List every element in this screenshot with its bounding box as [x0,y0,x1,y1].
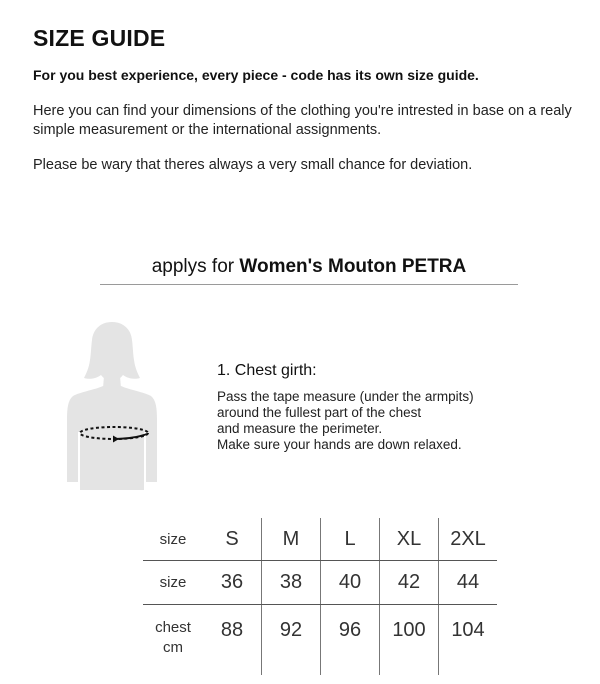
row-label: size [143,561,203,605]
row-label-line: cm [163,639,183,656]
product-heading [100,256,518,278]
row-label-line: chest [155,619,191,636]
table-cell: XL [380,518,439,561]
table-row [143,605,497,676]
table-cell: M [262,518,321,561]
table-cell: 42 [380,561,439,605]
instruction-line: and measure the perimeter. [217,421,383,436]
row-label: size [143,518,203,561]
lead-text: For you best experience, every piece - code has its own size guide. [33,67,479,83]
table-cell: 100 [380,605,439,676]
table-cell: 88 [220,619,244,641]
table-row [143,518,497,561]
intro-paragraph-2: Please be wary that theres always a very small chance for deviation. [33,157,473,173]
product-prefix: applys for [151,256,235,277]
product-divider [100,284,518,285]
table-cell: 44 [439,561,498,605]
table-cell: 40 [321,561,380,605]
measure-instructions [217,389,547,453]
instruction-line: around the fullest part of the chest [217,405,422,420]
instruction-line: Pass the tape measure (under the armpits) [217,389,474,404]
table-cell: L [321,518,380,561]
measure-title: 1. Chest girth: [217,362,317,379]
female-silhouette-chest-measure-icon [64,320,160,492]
table-cell: 96 [321,605,380,676]
product-name: Women's Mouton PETRA [239,256,467,277]
size-table [143,518,497,675]
table-row [143,561,497,605]
table-cell: 104 [439,605,498,676]
table-cell: 36 [203,561,262,605]
row-label [143,605,203,676]
table-cell: S [203,518,262,561]
table-cell: 92 [262,605,321,676]
table-cell: 2XL [439,518,498,561]
page-title: SIZE GUIDE [33,25,166,51]
instruction-line: Make sure your hands are down relaxed. [217,437,462,452]
intro-paragraph-1: Here you can find your dimensions of the clothing you're intrested in base on a realy simple measurement or the international assignments. [33,103,572,138]
table-cell: 38 [262,561,321,605]
